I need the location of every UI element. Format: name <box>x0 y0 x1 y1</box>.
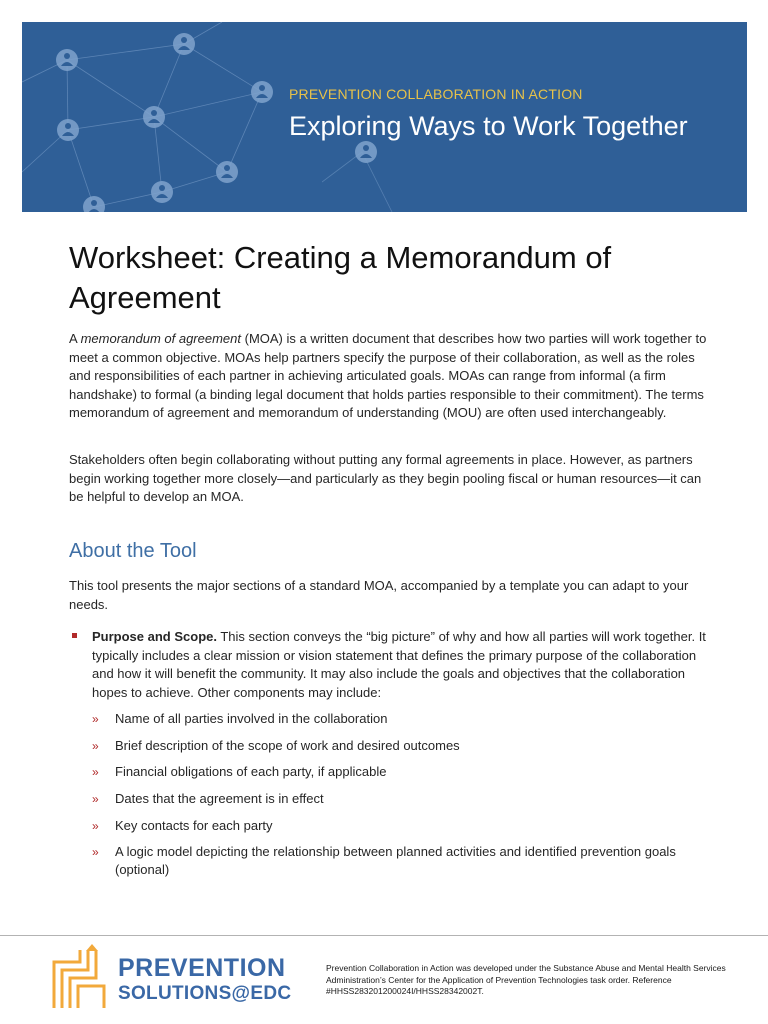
list-item <box>92 710 712 728</box>
logo-wordmark-line2: SOLUTIONS@EDC <box>118 983 292 1004</box>
list-item <box>92 737 712 755</box>
purpose-paragraph <box>92 628 710 702</box>
bullet-marker <box>72 633 77 638</box>
chevron-icon: » <box>92 818 99 833</box>
list-item-text: Dates that the agreement is in effect <box>115 791 324 807</box>
list-item <box>92 817 712 835</box>
header-banner <box>22 22 747 212</box>
banner-title: Exploring Ways to Work Together <box>289 111 688 141</box>
intro-lead: A <box>69 331 81 346</box>
list-item-text: Brief description of the scope of work and desired outcomes <box>115 737 460 753</box>
page-title: Worksheet: Creating a Memorandum of Agreement <box>69 240 612 315</box>
list-item-text: A logic model depicting the relationship between planned activities and identified prevention goals (optional) <box>115 844 676 878</box>
intro-paragraph <box>69 330 709 423</box>
list-item <box>92 843 712 879</box>
list-item <box>92 763 712 781</box>
chevron-icon: » <box>92 738 99 753</box>
list-item-text: Name of all parties involved in the collaboration <box>115 711 388 726</box>
footer-note: Prevention Collaboration in Action was developed under the Substance Abuse and Mental Health Services Administration’s Center for the Application of Prevention Technologies task order. Reference #HHSS283201200024I/HHSS28342002T. <box>326 963 726 996</box>
purpose-label: Purpose and Scope. <box>92 629 217 644</box>
chevron-icon: » <box>92 712 99 726</box>
purpose-text: This section conveys the “big picture” of why and how all parties will work together. It typically includes a clear mission or vision statement that defines the primary purpose of the collaboration and how it will benefit the community. It may also include the goals and objectives that the collaboration hopes to achieve. Other components may include: <box>92 629 706 700</box>
stakeholders-paragraph: Stakeholders often begin collaborating without putting any formal agreements in place. However, as partners begin working together more closely—and particularly as they begin pooling fiscal or human resources—it can be helpful to develop an MOA. <box>69 452 702 504</box>
chevron-icon: » <box>92 845 99 860</box>
list-item <box>92 790 712 808</box>
chevron-icon: » <box>92 792 99 807</box>
about-heading: About the Tool <box>69 540 197 562</box>
logo-wordmark-line1: PREVENTION <box>118 954 286 982</box>
list-item-text: Financial obligations of each party, if applicable <box>115 764 387 780</box>
network-illustration <box>22 22 292 212</box>
intro-term: memorandum of agreement <box>80 331 241 346</box>
prevention-solutions-logo <box>50 942 310 1012</box>
logo-mark-icon <box>50 942 112 1012</box>
banner-kicker: PREVENTION COLLABORATION IN ACTION <box>289 86 583 102</box>
list-item-text: Key contacts for each party <box>115 817 273 833</box>
chevron-icon: » <box>92 765 99 780</box>
about-paragraph: This tool presents the major sections of a standard MOA, accompanied by a template you can adapt to your needs. <box>69 578 689 612</box>
purpose-components-list <box>92 710 712 888</box>
intro-body: (MOA) is a written document that describes how two parties will work together to meet a common objective. MOAs help partners specify the purpose of their collaboration, as well as the roles and responsibilities of each partner in achieving articulated goals. MOAs can range from informal (a firm handshake) to formal (a binding legal document that holds parties responsible to their commitment). The terms memorandum of agreement and memorandum of understanding (MOU) are often used interchangeably. <box>69 331 707 420</box>
footer-divider <box>0 935 768 936</box>
